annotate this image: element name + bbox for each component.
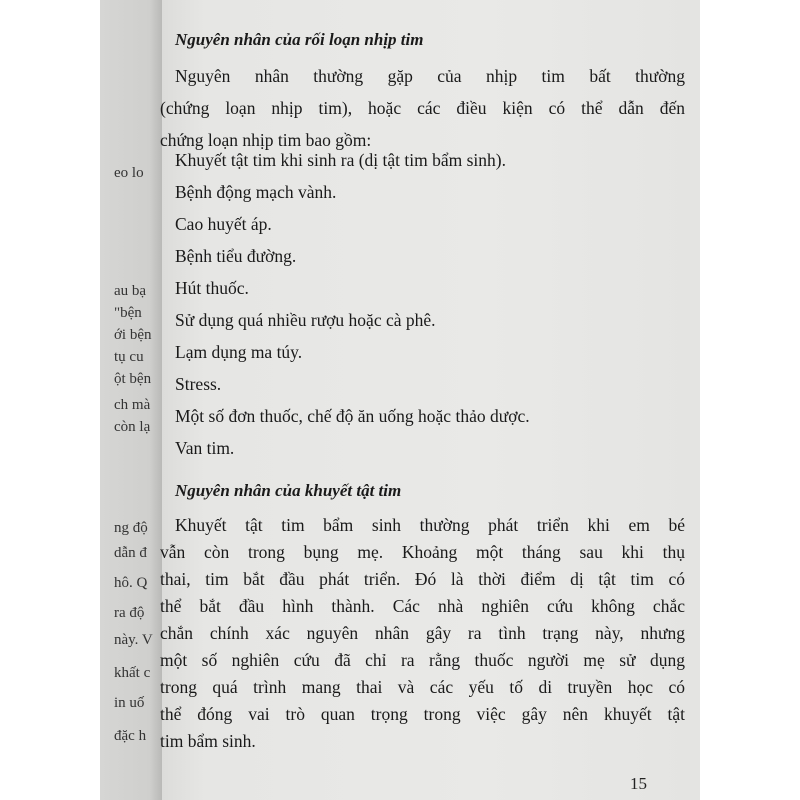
paragraph-line: thể đóng vai trò quan trọng trong việc gây nên khuyết tật (160, 704, 685, 724)
fragment: này. V (114, 632, 153, 648)
fragment: eo lo (114, 165, 144, 181)
list-item: Lạm dụng ma túy. (175, 342, 303, 362)
fragment: ng độ (114, 520, 148, 536)
list-item: Stress. (175, 374, 222, 394)
paragraph-line: thai, tim bắt đầu phát triển. Đó là thời điểm dị tật tim có (160, 569, 685, 589)
paragraph-line: (chứng loạn nhịp tim), hoặc các điều kiện có thể dẫn đến (160, 98, 685, 118)
paragraph-line: thể bắt đầu hình thành. Các nhà nghiên cứu không chắc (160, 596, 685, 616)
fragment: ch mà (114, 397, 151, 413)
fragment: đặc h (114, 728, 147, 744)
section-heading: Nguyên nhân của rối loạn nhịp tim (175, 30, 424, 49)
fragment: ra độ (114, 605, 145, 621)
list-item: Cao huyết áp. (175, 214, 272, 234)
fragment: khất c (114, 665, 151, 681)
list-item: Bệnh tiểu đường. (175, 246, 297, 266)
paragraph-line: một số nghiên cứu đã chỉ ra rằng thuốc người mẹ sử dụng (160, 650, 685, 670)
paragraph-line: chắn chính xác nguyên nhân gây ra tình trạng này, nhưng (160, 623, 685, 643)
fragment: tụ cu (114, 349, 144, 365)
paragraph-line: Khuyết tật tim bẩm sinh thường phát triển khi em bé (175, 515, 685, 535)
paragraph-line: vẫn còn trong bụng mẹ. Khoảng một tháng sau khi thụ (160, 542, 685, 562)
list-item: Khuyết tật tim khi sinh ra (dị tật tim bẩm sinh). (175, 150, 506, 170)
fragment: hô. Q (114, 575, 148, 591)
list-item: Bệnh động mạch vành. (175, 182, 337, 202)
paragraph-line: trong quá trình mang thai và các yếu tố di truyền học có (160, 677, 685, 697)
list-item: Một số đơn thuốc, chế độ ăn uống hoặc thảo dược. (175, 406, 530, 426)
list-item: Van tim. (175, 438, 235, 458)
paragraph-line: tim bẩm sinh. (160, 731, 256, 751)
paragraph-line: Nguyên nhân thường gặp của nhịp tim bất thường (175, 66, 685, 86)
list-item: Hút thuốc. (175, 278, 249, 298)
fragment: in uố (114, 695, 145, 711)
fragment: "bện (114, 305, 142, 321)
list-item: Sử dụng quá nhiều rượu hoặc cà phê. (175, 310, 436, 330)
fragment: còn lạ (114, 419, 151, 435)
paragraph-line: chứng loạn nhịp tim bao gồm: (160, 130, 372, 150)
fragment: ột bện (114, 371, 152, 387)
previous-page-edge (100, 0, 162, 800)
fragment: au bạ (114, 283, 147, 299)
page-number: 15 (630, 774, 647, 793)
fragment: dẫn đ (114, 545, 147, 561)
book-page (162, 0, 700, 800)
fragment: ới bện (114, 327, 152, 343)
section-heading: Nguyên nhân của khuyết tật tim (175, 481, 402, 500)
